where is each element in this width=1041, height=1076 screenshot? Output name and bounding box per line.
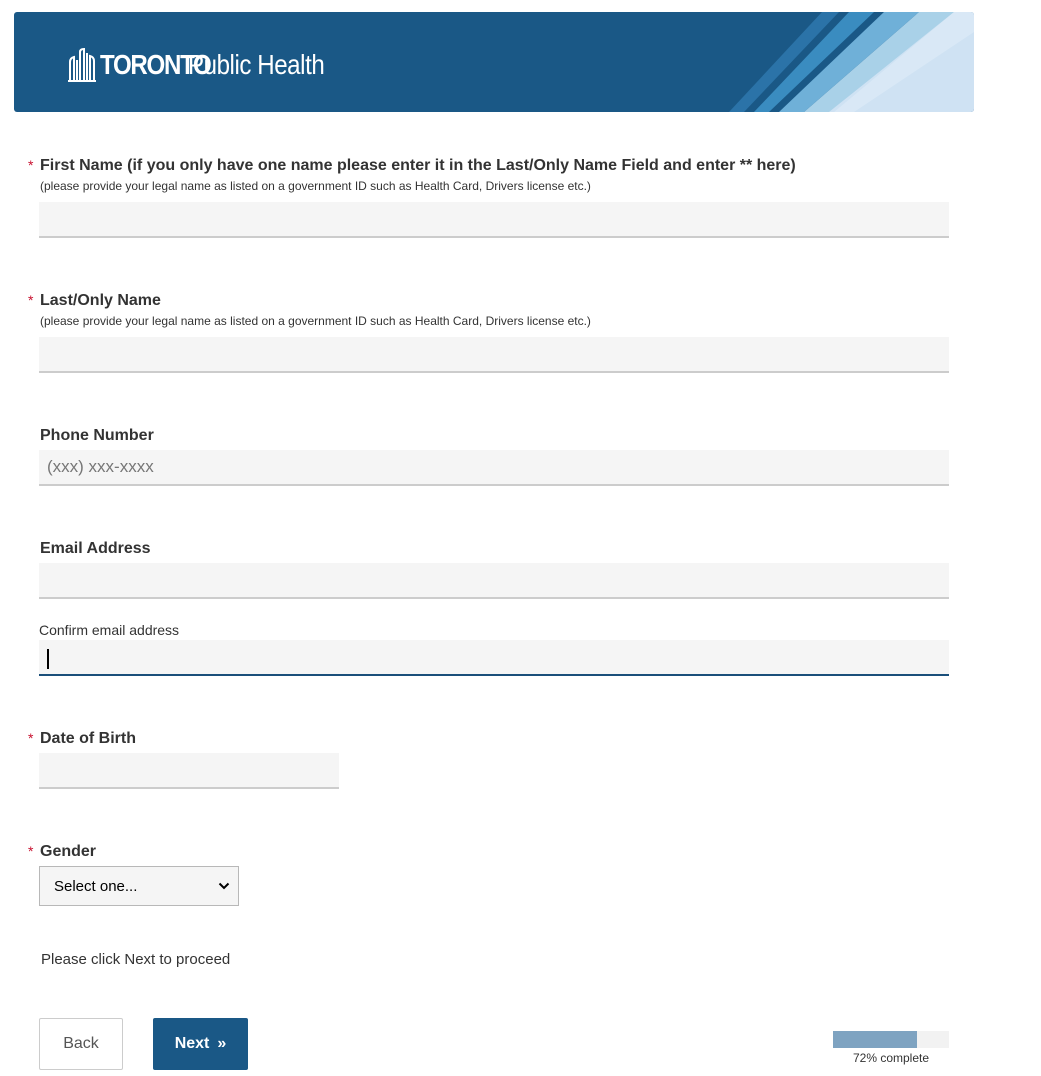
- last-name-label: [28, 292, 591, 310]
- phone-label-text: Phone Number: [40, 427, 154, 444]
- question-phone: [28, 427, 154, 445]
- question-last-name: [28, 292, 591, 328]
- email-label-text: Email Address: [40, 540, 151, 557]
- next-button-label: Next: [174, 1035, 210, 1052]
- progress-text: 72% complete: [852, 1051, 930, 1065]
- next-button[interactable]: [153, 1018, 248, 1070]
- banner-stripes-graphic: [714, 12, 974, 112]
- first-name-hint: (please provide your legal name as listed on a government ID such as Health Card, Drivers license etc.): [40, 179, 591, 193]
- chevron-down-icon: [218, 881, 230, 891]
- text-cursor: [47, 649, 49, 669]
- proceed-instruction: Please click Next to proceed: [41, 951, 231, 968]
- required-marker: *: [28, 157, 34, 173]
- back-button-label: Back: [63, 1035, 99, 1052]
- required-marker: *: [28, 730, 34, 746]
- logo-public-health-text: Public Health: [188, 49, 325, 80]
- required-marker: *: [28, 843, 34, 859]
- last-name-input[interactable]: [39, 337, 949, 373]
- question-gender: [28, 843, 96, 861]
- dob-label-text: Date of Birth: [40, 730, 136, 747]
- phone-label: [28, 427, 154, 445]
- confirm-email-input[interactable]: [39, 640, 949, 676]
- progress-bar: [833, 1031, 949, 1048]
- last-name-hint: (please provide your legal name as listed on a government ID such as Health Card, Drivers license etc.): [40, 314, 591, 328]
- double-chevron-right-icon: »: [217, 1035, 227, 1052]
- first-name-label-text: First Name (if you only have one name please enter it in the Last/Only Name Field and enter ** here): [40, 157, 796, 174]
- gender-label: [28, 843, 96, 861]
- first-name-label: [28, 157, 796, 175]
- required-marker: *: [28, 292, 34, 308]
- header-banner: [14, 12, 974, 112]
- toronto-public-health-logo[interactable]: [68, 42, 346, 82]
- last-name-label-text: Last/Only Name: [40, 292, 161, 309]
- first-name-input[interactable]: [39, 202, 949, 238]
- logo-toronto-text: TORONTO: [100, 49, 211, 80]
- confirm-email-label: Confirm email address: [39, 622, 180, 638]
- dob-label: [28, 730, 136, 748]
- date-of-birth-input[interactable]: [39, 753, 339, 789]
- question-dob: [28, 730, 136, 748]
- email-label: [28, 540, 151, 558]
- phone-number-input[interactable]: [39, 450, 949, 486]
- gender-label-text: Gender: [40, 843, 97, 860]
- gender-select[interactable]: [39, 866, 239, 906]
- gender-selected-value: Select one...: [54, 877, 138, 895]
- city-hall-icon: [68, 48, 96, 82]
- question-email: [28, 540, 151, 558]
- email-address-input[interactable]: [39, 563, 949, 599]
- progress-bar-fill: [833, 1031, 917, 1048]
- question-first-name: [28, 157, 796, 193]
- back-button[interactable]: [39, 1018, 123, 1070]
